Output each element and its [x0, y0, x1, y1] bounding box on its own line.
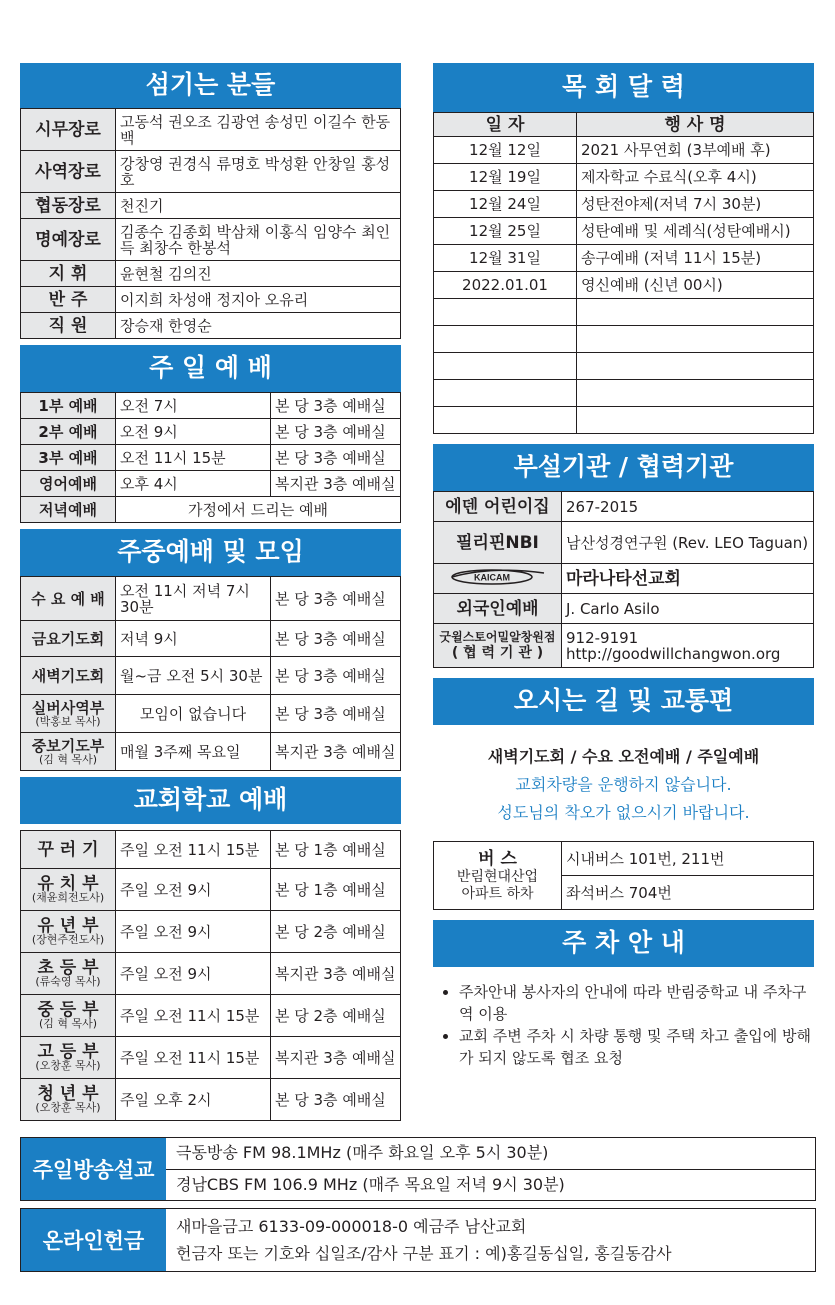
table-row [434, 272, 814, 299]
calendar-title: 목 회 달 력 [433, 63, 814, 112]
bus-sub2: 아파트 하차 [461, 885, 534, 902]
bus-label: 버 스 [478, 848, 517, 869]
school-sub: (오창훈 목사) [35, 1058, 101, 1072]
partner-value: 912-9191 http://goodwillchangwon.org [562, 624, 814, 668]
offering-line2: 헌금자 또는 기호와 십일조/감사 구분 표기 : 예)홍길동십일, 홍길동감사 [176, 1244, 672, 1263]
kaicam-logo [434, 564, 562, 594]
serve-table [20, 108, 401, 339]
table-row [21, 1037, 401, 1079]
calendar-date [434, 326, 577, 353]
calendar-event: 2021 사무연회 (3부예배 후) [577, 137, 814, 164]
parking-list [433, 981, 814, 1069]
school-place: 본 당 2층 예배실 [271, 995, 401, 1037]
sunday-time: 오전 9시 [116, 419, 271, 445]
offering-label: 온라인헌금 [21, 1209, 166, 1271]
school-time: 주일 오전 9시 [116, 869, 271, 911]
kaicam-row [434, 564, 814, 594]
school-time: 주일 오후 2시 [116, 1079, 271, 1121]
school-sub: (채윤희전도사) [31, 890, 105, 904]
serve-label: 반 주 [21, 287, 116, 313]
school-label: 꾸 러 기 [21, 831, 116, 869]
directions-notice [433, 725, 814, 827]
table-row [434, 522, 814, 564]
calendar-header-row [434, 113, 814, 137]
calendar-date [434, 299, 577, 326]
school-title: 교회학교 예배 [20, 777, 401, 824]
school-place: 본 당 1층 예배실 [271, 831, 401, 869]
serve-value: 천진기 [116, 193, 401, 219]
school-place: 본 당 3층 예배실 [271, 1079, 401, 1121]
parking-title: 주 차 안 내 [433, 920, 814, 967]
table-row [434, 624, 814, 668]
table-row [434, 218, 814, 245]
offering-line1: 새마을금고 6133-09-000018-0 예금주 남산교회 [176, 1217, 527, 1236]
serve-value: 장승재 한영순 [116, 313, 401, 339]
partner-sub: ( 협 력 기 관 ) [451, 645, 544, 661]
partner-value: J. Carlo Asilo [562, 594, 814, 624]
weekday-place: 본 당 3층 예배실 [271, 621, 401, 657]
bus-label-cell [434, 842, 562, 910]
table-row [21, 419, 401, 445]
calendar-date: 12월 12일 [434, 137, 577, 164]
sunday-table [20, 392, 401, 523]
table-row [434, 380, 814, 407]
table-row [21, 1079, 401, 1121]
table-row [21, 869, 401, 911]
weekday-place: 복지관 3층 예배실 [271, 733, 401, 771]
serve-label: 시무장로 [21, 109, 116, 151]
table-row [434, 245, 814, 272]
weekday-table [20, 576, 401, 771]
table-row [434, 407, 814, 434]
serve-label: 지 휘 [21, 261, 116, 287]
calendar-head-event: 행 사 명 [577, 113, 814, 137]
table-row [21, 287, 401, 313]
school-label: 청 년 부 (오창훈 목사) [21, 1079, 116, 1121]
broadcast-line1: 극동방송 FM 98.1MHz (매주 화요일 오후 5시 30분) [166, 1138, 815, 1170]
sunday-label: 영어예배 [21, 471, 116, 497]
sunday-time: 오전 11시 15분 [116, 445, 271, 471]
serve-value: 김종수 김종회 박삼채 이홍식 임양수 최인득 최창수 한봉석 [116, 219, 401, 261]
table-row [21, 151, 401, 193]
calendar-date: 12월 19일 [434, 164, 577, 191]
sunday-label: 3부 예배 [21, 445, 116, 471]
calendar-event: 성탄예배 및 세례식(성탄예배시) [577, 218, 814, 245]
partner-label: 굿윌스토어밀알창원점 ( 협 력 기 관 ) [434, 624, 562, 668]
weekday-place: 본 당 3층 예배실 [271, 657, 401, 695]
school-sub: (류숙영 목사) [35, 974, 101, 988]
table-row [21, 995, 401, 1037]
sunday-time: 가정에서 드리는 예배 [116, 497, 401, 523]
school-label: 유 치 부 (채윤희전도사) [21, 869, 116, 911]
list-item: • 교회 주변 주차 시 차량 통행 및 주택 차고 출입에 방해가 되지 않도록 협조 요청 [459, 1025, 814, 1069]
serve-value: 고동석 권오조 김광연 송성민 이길수 한동백 [116, 109, 401, 151]
partner-label: 에덴 어린이집 [434, 492, 562, 522]
table-row [21, 657, 401, 695]
table-row [434, 326, 814, 353]
serve-title: 섬기는 분들 [20, 63, 401, 108]
table-row [21, 953, 401, 995]
school-label: 초 등 부 (류숙영 목사) [21, 953, 116, 995]
table-row [434, 594, 814, 624]
table-row [21, 695, 401, 733]
calendar-date [434, 407, 577, 434]
school-place: 복지관 3층 예배실 [271, 953, 401, 995]
sunday-time: 오전 7시 [116, 393, 271, 419]
table-row [21, 733, 401, 771]
calendar-event [577, 299, 814, 326]
school-place: 본 당 2층 예배실 [271, 911, 401, 953]
school-table [20, 830, 401, 1121]
right-column [433, 63, 814, 1069]
partner-label: 필리핀NBI [434, 522, 562, 564]
calendar-event [577, 380, 814, 407]
sunday-label: 저녁예배 [21, 497, 116, 523]
weekday-label: 수 요 예 배 [21, 577, 116, 621]
table-row [21, 193, 401, 219]
sunday-label: 1부 예배 [21, 393, 116, 419]
table-row [434, 137, 814, 164]
calendar-event: 제자학교 수료식(오후 4시) [577, 164, 814, 191]
table-row [434, 191, 814, 218]
kaicam-logo-icon [448, 568, 548, 586]
calendar-date: 12월 31일 [434, 245, 577, 272]
sunday-place: 본 당 3층 예배실 [271, 393, 401, 419]
weekday-sub: (박홍보 목사) [35, 714, 101, 728]
table-row [434, 492, 814, 522]
sunday-title: 주 일 예 배 [20, 345, 401, 392]
table-row [21, 109, 401, 151]
broadcast-line2: 경남CBS FM 106.9 MHz (매주 목요일 저녁 9시 30분) [176, 1174, 565, 1194]
table-row [21, 445, 401, 471]
school-time: 주일 오전 9시 [116, 911, 271, 953]
directions-line2: 교회차량을 운행하지 않습니다. [515, 775, 732, 794]
serve-label: 명예장로 [21, 219, 116, 261]
partner-value: 남산성경연구원 (Rev. LEO Taguan) [562, 522, 814, 564]
weekday-time: 모임이 없습니다 [116, 695, 271, 733]
partner-value: 267-2015 [562, 492, 814, 522]
calendar-event: 성탄전야제(저녁 7시 30분) [577, 191, 814, 218]
table-row [21, 911, 401, 953]
calendar-date [434, 380, 577, 407]
directions-line1: 새벽기도회 / 수요 오전예배 / 주일예배 [487, 747, 760, 766]
calendar-event: 송구예배 (저녁 11시 15분) [577, 245, 814, 272]
weekday-label: 새벽기도회 [21, 657, 116, 695]
school-place: 본 당 1층 예배실 [271, 869, 401, 911]
calendar-event [577, 407, 814, 434]
weekday-label: 중보기도부 (김 혁 목사) [21, 733, 116, 771]
calendar-head-date: 일 자 [434, 113, 577, 137]
table-row [21, 621, 401, 657]
table-row [21, 577, 401, 621]
kaicam-logo-text: KAICAM [473, 572, 510, 583]
sunday-time: 오후 4시 [116, 471, 271, 497]
weekday-place: 본 당 3층 예배실 [271, 577, 401, 621]
partner-label: 외국인예배 [434, 594, 562, 624]
weekday-sub: (김 혁 목사) [38, 752, 98, 766]
table-row [21, 497, 401, 523]
sunday-place: 본 당 3층 예배실 [271, 419, 401, 445]
weekday-time: 매월 3주째 목요일 [116, 733, 271, 771]
school-time: 주일 오전 9시 [116, 953, 271, 995]
broadcast-box [20, 1137, 816, 1201]
school-label: 고 등 부 (오창훈 목사) [21, 1037, 116, 1079]
sunday-place: 본 당 3층 예배실 [271, 445, 401, 471]
serve-label: 협동장로 [21, 193, 116, 219]
serve-value: 강창영 권경식 류명호 박성환 안창일 홍성호 [116, 151, 401, 193]
directions-title: 오시는 길 및 교통편 [433, 678, 814, 725]
left-column [20, 63, 401, 1121]
table-row [434, 299, 814, 326]
bus-line2: 좌석버스 704번 [562, 876, 814, 910]
school-sub: (김 혁 목사) [38, 1016, 98, 1030]
serve-value: 윤현철 김의진 [116, 261, 401, 287]
offering-box [20, 1208, 816, 1272]
calendar-event [577, 326, 814, 353]
directions-line3: 성도님의 착오가 없으시기 바랍니다. [497, 803, 750, 822]
bus-line1: 시내버스 101번, 211번 [562, 842, 814, 876]
calendar-event: 영신예배 (신년 00시) [577, 272, 814, 299]
weekday-place: 본 당 3층 예배실 [271, 695, 401, 733]
weekday-time: 월~금 오전 5시 30분 [116, 657, 271, 695]
offering-lines [166, 1209, 815, 1271]
table-row [21, 261, 401, 287]
partners-title: 부설기관 / 협력기관 [433, 444, 814, 491]
table-row [434, 164, 814, 191]
weekday-label: 금요기도회 [21, 621, 116, 657]
table-row [21, 313, 401, 339]
serve-label: 직 원 [21, 313, 116, 339]
table-row [21, 219, 401, 261]
table-row [21, 471, 401, 497]
table-row [434, 842, 814, 876]
bus-table [433, 841, 814, 910]
sunday-place: 복지관 3층 예배실 [271, 471, 401, 497]
calendar-table [433, 112, 814, 434]
calendar-date: 12월 25일 [434, 218, 577, 245]
school-time: 주일 오전 11시 15분 [116, 995, 271, 1037]
school-label: 중 등 부 (김 혁 목사) [21, 995, 116, 1037]
list-item: • 주차안내 봉사자의 안내에 따라 반림중학교 내 주차구역 이용 [459, 981, 814, 1025]
school-sub: (오창훈 목사) [35, 1100, 101, 1114]
table-row [21, 393, 401, 419]
kaicam-label: 마라나타선교회 [562, 564, 814, 594]
bus-sub1: 반림현대산업 [456, 868, 539, 885]
school-sub: (장현주전도사) [31, 932, 105, 946]
calendar-date: 12월 24일 [434, 191, 577, 218]
school-place: 복지관 3층 예배실 [271, 1037, 401, 1079]
school-time: 주일 오전 11시 15분 [116, 1037, 271, 1079]
serve-label: 사역장로 [21, 151, 116, 193]
calendar-date [434, 353, 577, 380]
calendar-date: 2022.01.01 [434, 272, 577, 299]
table-row [21, 831, 401, 869]
broadcast-label: 주일방송설교 [21, 1138, 166, 1200]
weekday-time: 저녁 9시 [116, 621, 271, 657]
school-label: 유 년 부 (장현주전도사) [21, 911, 116, 953]
partners-table [433, 491, 814, 668]
sunday-label: 2부 예배 [21, 419, 116, 445]
serve-value: 이지희 차성애 정지아 오유리 [116, 287, 401, 313]
weekday-time: 오전 11시 저녁 7시 30분 [116, 577, 271, 621]
weekday-title: 주중예배 및 모임 [20, 529, 401, 576]
broadcast-lines [166, 1138, 815, 1200]
school-time: 주일 오전 11시 15분 [116, 831, 271, 869]
calendar-event [577, 353, 814, 380]
table-row [434, 353, 814, 380]
weekday-label: 실버사역부 (박홍보 목사) [21, 695, 116, 733]
